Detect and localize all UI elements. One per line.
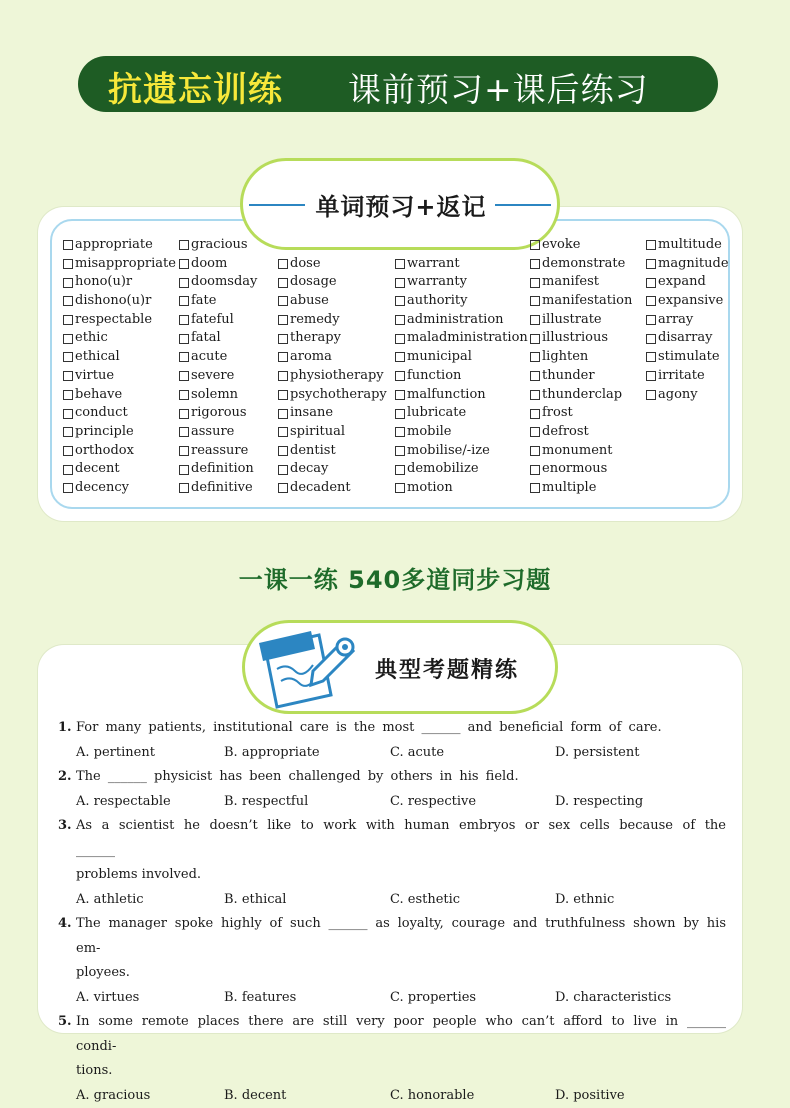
- checkbox-square-icon: [63, 465, 73, 475]
- checkbox-square-icon: [63, 371, 73, 381]
- word-text: definitive: [191, 479, 253, 498]
- checkbox-square-icon: [278, 259, 288, 269]
- word-text: psychotherapy: [290, 386, 387, 405]
- word-text: physiotherapy: [290, 367, 384, 386]
- checkbox-square-icon: [646, 259, 656, 269]
- checkbox-square-icon: [395, 483, 405, 493]
- answer-options: [58, 986, 726, 1011]
- checkbox-square-icon: [63, 390, 73, 400]
- checkbox-square-icon: [278, 483, 288, 493]
- question-item: [58, 765, 726, 814]
- checkbox-square-icon: [395, 465, 405, 475]
- word-text: assure: [191, 423, 234, 442]
- word-item: [530, 442, 632, 461]
- question-stem-continued: ployees.: [58, 961, 726, 986]
- word-text: ethic: [75, 329, 108, 348]
- checkbox-square-icon: [530, 446, 540, 456]
- word-text: definition: [191, 460, 254, 479]
- answer-options: [58, 1084, 726, 1108]
- word-item: [278, 367, 387, 386]
- checkbox-square-icon: [278, 409, 288, 419]
- word-item: [179, 273, 257, 292]
- word-item: [530, 423, 632, 442]
- checkbox-square-icon: [179, 259, 189, 269]
- checkbox-square-icon: [395, 427, 405, 437]
- checkbox-square-icon: [179, 278, 189, 288]
- option-a: A. gracious: [76, 1084, 150, 1108]
- word-column-2: [179, 236, 257, 498]
- checkbox-square-icon: [63, 427, 73, 437]
- checkbox-square-icon: [179, 352, 189, 362]
- question-number: 1.: [58, 716, 76, 741]
- option-b: B. decent: [224, 1084, 286, 1108]
- checkbox-square-icon: [179, 390, 189, 400]
- checkbox-square-icon: [179, 296, 189, 306]
- checkbox-square-icon: [530, 296, 540, 306]
- word-item: [395, 329, 528, 348]
- checkbox-square-icon: [179, 465, 189, 475]
- word-item: [63, 236, 176, 255]
- word-item: [278, 348, 387, 367]
- question-item: [58, 912, 726, 1010]
- word-item: [395, 386, 528, 405]
- word-text: remedy: [290, 311, 340, 330]
- question-item: [58, 716, 726, 765]
- word-text: fate: [191, 292, 216, 311]
- word-item: [395, 348, 528, 367]
- word-text: dosage: [290, 273, 337, 292]
- word-text: virtue: [75, 367, 114, 386]
- checkbox-square-icon: [278, 352, 288, 362]
- question-stem-continued: tions.: [58, 1059, 726, 1084]
- word-item: [395, 236, 528, 255]
- word-text: illustrate: [542, 311, 602, 330]
- checkbox-square-icon: [278, 465, 288, 475]
- word-item: [530, 273, 632, 292]
- word-column-5: [530, 236, 632, 498]
- word-item: [278, 329, 387, 348]
- banner-left-title: 抗遗忘训练: [108, 62, 283, 111]
- word-item: [530, 329, 632, 348]
- word-item: [278, 255, 387, 274]
- word-text: reassure: [191, 442, 248, 461]
- word-text: mobilise/-ize: [407, 442, 490, 461]
- option-b: B. features: [224, 986, 296, 1011]
- word-text: solemn: [191, 386, 238, 405]
- option-d: D. ethnic: [555, 888, 614, 913]
- word-text: misappropriate: [75, 255, 176, 274]
- word-item: [63, 442, 176, 461]
- checkbox-square-icon: [179, 427, 189, 437]
- word-text: lighten: [542, 348, 588, 367]
- checkbox-square-icon: [179, 371, 189, 381]
- word-text: behave: [75, 386, 122, 405]
- word-text: dentist: [290, 442, 336, 461]
- question-item: [58, 814, 726, 912]
- word-text: stimulate: [658, 348, 720, 367]
- checkbox-square-icon: [278, 446, 288, 456]
- answer-options: [58, 888, 726, 913]
- option-a: A. respectable: [76, 790, 171, 815]
- checkbox-square-icon: [278, 427, 288, 437]
- question-item: [58, 1010, 726, 1108]
- word-item: [63, 292, 176, 311]
- word-text: illustrious: [542, 329, 608, 348]
- word-item: [646, 292, 729, 311]
- checkbox-square-icon: [530, 465, 540, 475]
- checkbox-square-icon: [646, 352, 656, 362]
- word-item: [179, 404, 257, 423]
- word-item: [646, 386, 729, 405]
- checkbox-square-icon: [395, 352, 405, 362]
- word-text: doomsday: [191, 273, 257, 292]
- checkbox-square-icon: [63, 296, 73, 306]
- checkbox-square-icon: [530, 390, 540, 400]
- checkbox-square-icon: [395, 371, 405, 381]
- word-text: hono(u)r: [75, 273, 132, 292]
- word-text: fatal: [191, 329, 221, 348]
- checkbox-square-icon: [646, 296, 656, 306]
- word-item: [63, 367, 176, 386]
- word-text: decay: [290, 460, 328, 479]
- word-text: monument: [542, 442, 613, 461]
- word-item: [646, 329, 729, 348]
- option-a: A. virtues: [76, 986, 139, 1011]
- word-item: [395, 423, 528, 442]
- checkbox-square-icon: [530, 240, 540, 250]
- word-item: [179, 442, 257, 461]
- option-b: B. respectful: [224, 790, 308, 815]
- checkbox-square-icon: [63, 483, 73, 493]
- checkbox-square-icon: [278, 334, 288, 344]
- top-banner: [78, 56, 718, 112]
- exercise-title: 典型考题精练: [375, 653, 519, 684]
- word-item: [278, 273, 387, 292]
- checkbox-square-icon: [395, 334, 405, 344]
- word-item: [530, 367, 632, 386]
- word-text: abuse: [290, 292, 329, 311]
- word-text: warrant: [407, 255, 460, 274]
- question-number: 4.: [58, 912, 76, 961]
- word-text: spiritual: [290, 423, 345, 442]
- question-stem: In some remote places there are still very poor people who can’t afford to live in ______ condi-: [76, 1010, 726, 1059]
- option-c: C. esthetic: [390, 888, 460, 913]
- word-text: multitude: [658, 236, 722, 255]
- word-text: insane: [290, 404, 333, 423]
- word-item: [278, 404, 387, 423]
- word-text: manifest: [542, 273, 599, 292]
- checkbox-square-icon: [646, 390, 656, 400]
- word-item: [395, 404, 528, 423]
- checkbox-square-icon: [179, 446, 189, 456]
- word-item: [63, 273, 176, 292]
- checkbox-square-icon: [646, 371, 656, 381]
- exercise-heading: 一课一练 540多道同步习题: [0, 560, 790, 595]
- word-item: [395, 479, 528, 498]
- checkbox-square-icon: [646, 315, 656, 325]
- word-text: ethical: [75, 348, 120, 367]
- word-text: dishono(u)r: [75, 292, 151, 311]
- word-text: irritate: [658, 367, 705, 386]
- word-text: conduct: [75, 404, 128, 423]
- word-column-4: [395, 236, 528, 498]
- word-text: orthodox: [75, 442, 134, 461]
- checkbox-square-icon: [278, 315, 288, 325]
- checkbox-square-icon: [395, 390, 405, 400]
- word-text: function: [407, 367, 461, 386]
- checkbox-square-icon: [395, 446, 405, 456]
- question-stem: The ______ physicist has been challenged by others in his field.: [76, 765, 726, 790]
- word-text: municipal: [407, 348, 472, 367]
- word-text: array: [658, 311, 693, 330]
- word-item: [395, 255, 528, 274]
- word-item: [179, 479, 257, 498]
- word-text: doom: [191, 255, 227, 274]
- word-item: [278, 460, 387, 479]
- word-text: fateful: [191, 311, 234, 330]
- word-text: disarray: [658, 329, 712, 348]
- checkbox-square-icon: [63, 334, 73, 344]
- checkbox-square-icon: [63, 352, 73, 362]
- word-text: expand: [658, 273, 706, 292]
- word-text: decency: [75, 479, 129, 498]
- checkbox-square-icon: [179, 315, 189, 325]
- word-item: [646, 255, 729, 274]
- word-item: [646, 273, 729, 292]
- word-item: [63, 423, 176, 442]
- word-item: [530, 311, 632, 330]
- word-item: [278, 386, 387, 405]
- word-text: rigorous: [191, 404, 247, 423]
- word-item: [179, 386, 257, 405]
- checkbox-square-icon: [395, 315, 405, 325]
- word-item: [395, 367, 528, 386]
- word-text: mobile: [407, 423, 451, 442]
- option-c: C. respective: [390, 790, 476, 815]
- word-text: lubricate: [407, 404, 466, 423]
- word-text: administration: [407, 311, 504, 330]
- word-text: frost: [542, 404, 573, 423]
- answer-options: [58, 741, 726, 766]
- word-item: [63, 404, 176, 423]
- option-d: D. characteristics: [555, 986, 671, 1011]
- word-text: multiple: [542, 479, 596, 498]
- checkbox-square-icon: [63, 259, 73, 269]
- word-text: defrost: [542, 423, 589, 442]
- word-text: motion: [407, 479, 453, 498]
- word-text: malfunction: [407, 386, 486, 405]
- word-item: [395, 273, 528, 292]
- option-d: D. respecting: [555, 790, 643, 815]
- checkbox-square-icon: [530, 409, 540, 419]
- question-number: 2.: [58, 765, 76, 790]
- checkbox-square-icon: [530, 427, 540, 437]
- checkbox-square-icon: [395, 278, 405, 288]
- word-item: [530, 460, 632, 479]
- checkbox-square-icon: [278, 278, 288, 288]
- question-stem-continued: problems involved.: [58, 863, 726, 888]
- word-item: [63, 386, 176, 405]
- word-text: decent: [75, 460, 120, 479]
- word-item: [395, 311, 528, 330]
- word-item: [63, 479, 176, 498]
- checkbox-square-icon: [395, 409, 405, 419]
- checkbox-square-icon: [179, 240, 189, 250]
- word-item: [530, 404, 632, 423]
- word-item: [179, 236, 257, 255]
- word-item: [530, 292, 632, 311]
- word-item: [179, 460, 257, 479]
- word-text: thunder: [542, 367, 595, 386]
- word-item: [179, 311, 257, 330]
- checkbox-square-icon: [179, 409, 189, 419]
- checkbox-square-icon: [63, 315, 73, 325]
- word-text: expansive: [658, 292, 723, 311]
- question-number: 5.: [58, 1010, 76, 1059]
- word-item: [63, 348, 176, 367]
- checkbox-square-icon: [179, 334, 189, 344]
- answer-options: [58, 790, 726, 815]
- word-item: [179, 423, 257, 442]
- word-preview-title: 单词预习+返记: [309, 187, 493, 222]
- word-text: enormous: [542, 460, 607, 479]
- word-text: decadent: [290, 479, 351, 498]
- checkbox-square-icon: [395, 296, 405, 306]
- exercise-title-pill: [242, 620, 558, 714]
- word-text: demonstrate: [542, 255, 625, 274]
- word-item: [646, 367, 729, 386]
- word-text: aroma: [290, 348, 332, 367]
- word-text: principle: [75, 423, 134, 442]
- word-item: [278, 423, 387, 442]
- word-text: authority: [407, 292, 468, 311]
- word-text: thunderclap: [542, 386, 622, 405]
- word-item: [179, 367, 257, 386]
- option-a: A. pertinent: [76, 741, 155, 766]
- checkbox-square-icon: [278, 390, 288, 400]
- word-column-1: [63, 236, 176, 498]
- word-item: [278, 442, 387, 461]
- word-item: [395, 442, 528, 461]
- checkbox-square-icon: [530, 371, 540, 381]
- word-text: maladministration: [407, 329, 528, 348]
- word-item: [63, 255, 176, 274]
- word-text: therapy: [290, 329, 341, 348]
- word-item: [278, 236, 387, 255]
- option-b: B. ethical: [224, 888, 286, 913]
- checkbox-square-icon: [530, 352, 540, 362]
- checkbox-square-icon: [278, 296, 288, 306]
- option-c: C. honorable: [390, 1084, 474, 1108]
- word-item: [530, 255, 632, 274]
- checkbox-square-icon: [530, 315, 540, 325]
- question-stem: For many patients, institutional care is the most ______ and beneficial form of care.: [76, 716, 726, 741]
- checkbox-square-icon: [278, 371, 288, 381]
- word-item: [63, 460, 176, 479]
- word-text: gracious: [191, 236, 248, 255]
- option-c: C. acute: [390, 741, 444, 766]
- checkbox-square-icon: [646, 334, 656, 344]
- word-item: [395, 292, 528, 311]
- checkbox-square-icon: [63, 278, 73, 288]
- word-item: [63, 311, 176, 330]
- word-item: [530, 386, 632, 405]
- checkbox-square-icon: [646, 278, 656, 288]
- checkbox-square-icon: [530, 334, 540, 344]
- option-b: B. appropriate: [224, 741, 320, 766]
- word-text: appropriate: [75, 236, 153, 255]
- checkbox-square-icon: [530, 278, 540, 288]
- checkbox-square-icon: [63, 446, 73, 456]
- paper-pen-icon: [253, 625, 363, 711]
- option-d: D. positive: [555, 1084, 625, 1108]
- word-column-3: [278, 236, 387, 498]
- banner-right-title: 课前预习+课后练习: [348, 64, 649, 111]
- word-text: acute: [191, 348, 227, 367]
- word-text: demobilize: [407, 460, 479, 479]
- word-text: evoke: [542, 236, 580, 255]
- word-text: magnitude: [658, 255, 729, 274]
- checkbox-square-icon: [530, 483, 540, 493]
- word-item: [646, 348, 729, 367]
- question-number: 3.: [58, 814, 76, 863]
- question-list: [58, 716, 726, 1108]
- checkbox-square-icon: [646, 240, 656, 250]
- word-text: warranty: [407, 273, 467, 292]
- word-item: [63, 329, 176, 348]
- word-item: [530, 479, 632, 498]
- word-item: [646, 236, 729, 255]
- option-a: A. athletic: [76, 888, 144, 913]
- word-item: [278, 479, 387, 498]
- question-stem: As a scientist he doesn’t like to work with human embryos or sex cells because of the ______: [76, 814, 726, 863]
- word-item: [646, 311, 729, 330]
- word-item: [278, 311, 387, 330]
- option-c: C. properties: [390, 986, 476, 1011]
- word-text: respectable: [75, 311, 152, 330]
- checkbox-square-icon: [530, 259, 540, 269]
- option-d: D. persistent: [555, 741, 639, 766]
- checkbox-square-icon: [395, 259, 405, 269]
- word-text: dose: [290, 255, 321, 274]
- word-text: manifestation: [542, 292, 632, 311]
- word-item: [179, 348, 257, 367]
- question-stem: The manager spoke highly of such ______ as loyalty, courage and truthfulness shown by his em-: [76, 912, 726, 961]
- word-item: [179, 292, 257, 311]
- word-text: agony: [658, 386, 698, 405]
- checkbox-square-icon: [63, 240, 73, 250]
- word-item: [179, 329, 257, 348]
- checkbox-square-icon: [179, 483, 189, 493]
- word-item: [179, 255, 257, 274]
- word-column-6: [646, 236, 729, 404]
- word-item: [278, 292, 387, 311]
- checkbox-square-icon: [63, 409, 73, 419]
- word-item: [530, 348, 632, 367]
- word-item: [395, 460, 528, 479]
- word-item: [530, 236, 632, 255]
- word-text: severe: [191, 367, 234, 386]
